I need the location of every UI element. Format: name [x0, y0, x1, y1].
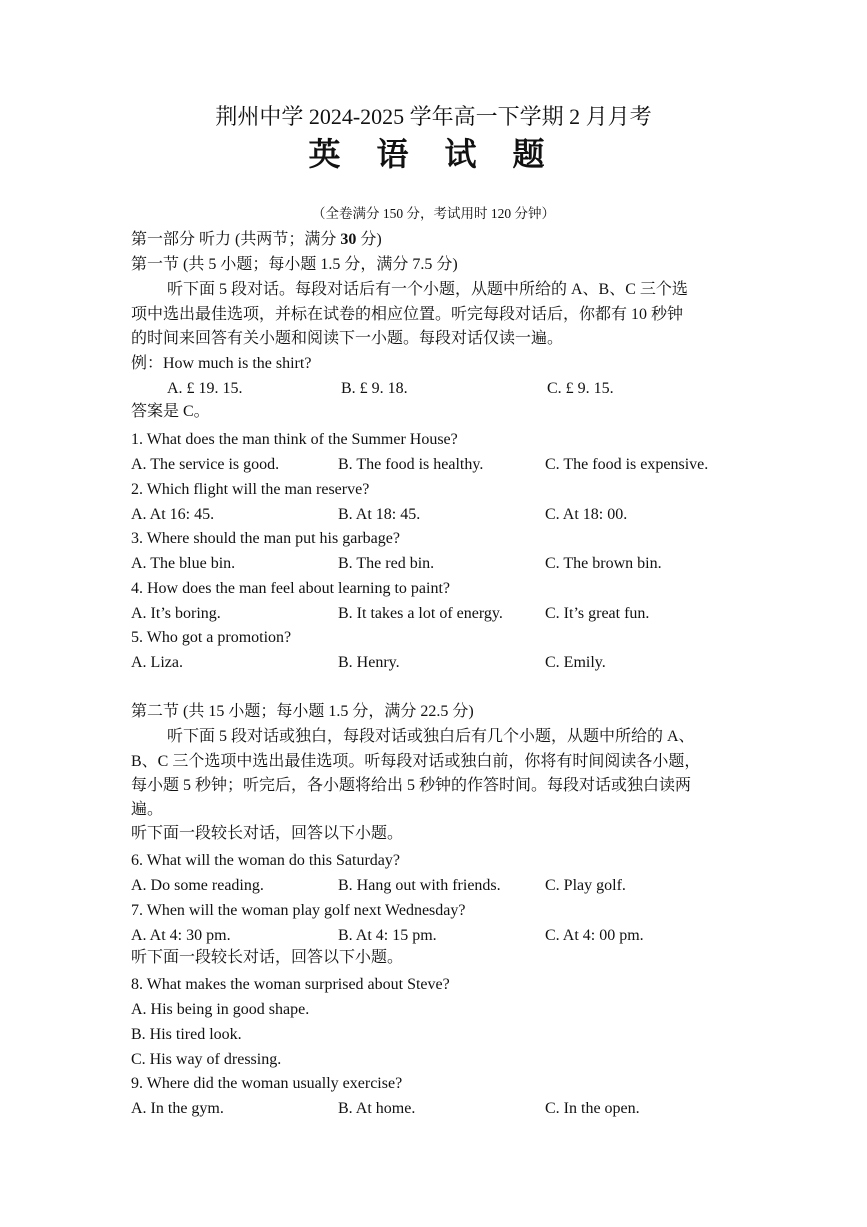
- question-4-option-b: B. It takes a lot of energy.: [338, 605, 503, 622]
- question-4-option-a: A. It’s boring.: [131, 605, 221, 622]
- exam-note: （全卷满分 150 分，考试用时 120 分钟）: [312, 206, 555, 221]
- school-title: 荆州中学 2024-2025 学年高一下学期 2 月月考: [215, 104, 652, 129]
- question-1-option-c: C. The food is expensive.: [545, 456, 709, 473]
- example-question: 例：How much is the shirt?: [131, 355, 312, 372]
- question-7-option-c: C. At 4: 00 pm.: [545, 927, 644, 944]
- listen-note: 听下面一段较长对话，回答以下小题。: [131, 949, 404, 966]
- question-6-option-a: A. Do some reading.: [131, 877, 264, 894]
- question-4: 4. How does the man feel about learning to paint?: [131, 580, 451, 597]
- question-9-option-b: B. At home.: [338, 1100, 416, 1117]
- question-2: 2. Which flight will the man reserve?: [131, 481, 370, 498]
- question-7: 7. When will the woman play golf next Wednesday?: [131, 902, 466, 919]
- question-9: 9. Where did the woman usually exercise?: [131, 1075, 403, 1092]
- example-answer: 答案是 C。: [131, 403, 210, 420]
- question-1-option-b: B. The food is healthy.: [338, 456, 484, 473]
- subject-title: 英 语 试 题: [308, 136, 559, 172]
- question-9-option-a: A. In the gym.: [131, 1100, 224, 1117]
- question-6-option-b: B. Hang out with friends.: [338, 877, 501, 894]
- question-7-option-b: B. At 4: 15 pm.: [338, 927, 437, 944]
- example-option-a: A. £ 19. 15.: [167, 380, 243, 397]
- question-5-option-b: B. Henry.: [338, 654, 400, 671]
- question-5-option-a: A. Liza.: [131, 654, 183, 671]
- example-option-c: C. £ 9. 15.: [547, 380, 614, 397]
- question-2-option-a: A. At 16: 45.: [131, 506, 215, 523]
- section2-instruction-line: B、C 三个选项中选出最佳选项。听每段对话或独白前，你将有时间阅读各小题，: [131, 753, 701, 770]
- question-8-option-b: B. His tired look.: [131, 1026, 242, 1043]
- question-8-option-a: A. His being in good shape.: [131, 1001, 310, 1018]
- question-1: 1. What does the man think of the Summer House?: [131, 431, 458, 448]
- question-2-option-b: B. At 18: 45.: [338, 506, 421, 523]
- section1-heading: 第一节 (共 5 小题；每小题 1.5 分，满分 7.5 分): [131, 256, 458, 273]
- section2-instruction-line: 每小题 5 秒钟；听完后，各小题将给出 5 秒钟的作答时间。每段对话或独白读两: [131, 777, 692, 794]
- section2-instruction-line: 遍。: [131, 801, 164, 818]
- question-5-option-c: C. Emily.: [545, 654, 606, 671]
- question-4-option-c: C. It’s great fun.: [545, 605, 650, 622]
- listen-note: 听下面一段较长对话，回答以下小题。: [131, 825, 404, 842]
- part1-heading-score: 30: [340, 231, 357, 248]
- example-option-b: B. £ 9. 18.: [341, 380, 408, 397]
- section1-instruction-line: 项中选出最佳选项，并标在试卷的相应位置。听完每段对话后，你都有 10 秒钟: [131, 306, 684, 323]
- question-3-option-a: A. The blue bin.: [131, 555, 236, 572]
- section2-instruction-line: 听下面 5 段对话或独白，每段对话或独白后有几个小题，从题中所给的 A、: [167, 728, 695, 745]
- question-1-option-a: A. The service is good.: [131, 456, 280, 473]
- question-3-option-b: B. The red bin.: [338, 555, 435, 572]
- question-6-option-c: C. Play golf.: [545, 877, 626, 894]
- question-3-option-c: C. The brown bin.: [545, 555, 662, 572]
- question-8-option-c: C. His way of dressing.: [131, 1051, 282, 1068]
- question-7-option-a: A. At 4: 30 pm.: [131, 927, 231, 944]
- question-6: 6. What will the woman do this Saturday?: [131, 852, 400, 869]
- section2-heading: 第二节 (共 15 小题；每小题 1.5 分，满分 22.5 分): [131, 703, 474, 720]
- question-8: 8. What makes the woman surprised about Steve?: [131, 976, 450, 993]
- question-9-option-c: C. In the open.: [545, 1100, 640, 1117]
- question-5: 5. Who got a promotion?: [131, 629, 292, 646]
- section1-instruction-line: 听下面 5 段对话。每段对话后有一个小题，从题中所给的 A、B、C 三个选: [167, 281, 688, 298]
- question-2-option-c: C. At 18: 00.: [545, 506, 628, 523]
- part1-heading-prefix: 第一部分 听力 (共两节；满分: [131, 231, 341, 248]
- part1-heading-suffix: 分): [356, 231, 382, 248]
- part1-heading: [131, 230, 382, 250]
- question-3: 3. Where should the man put his garbage?: [131, 530, 400, 547]
- section1-instruction-line: 的时间来回答有关小题和阅读下一小题。每段对话仅读一遍。: [131, 330, 564, 347]
